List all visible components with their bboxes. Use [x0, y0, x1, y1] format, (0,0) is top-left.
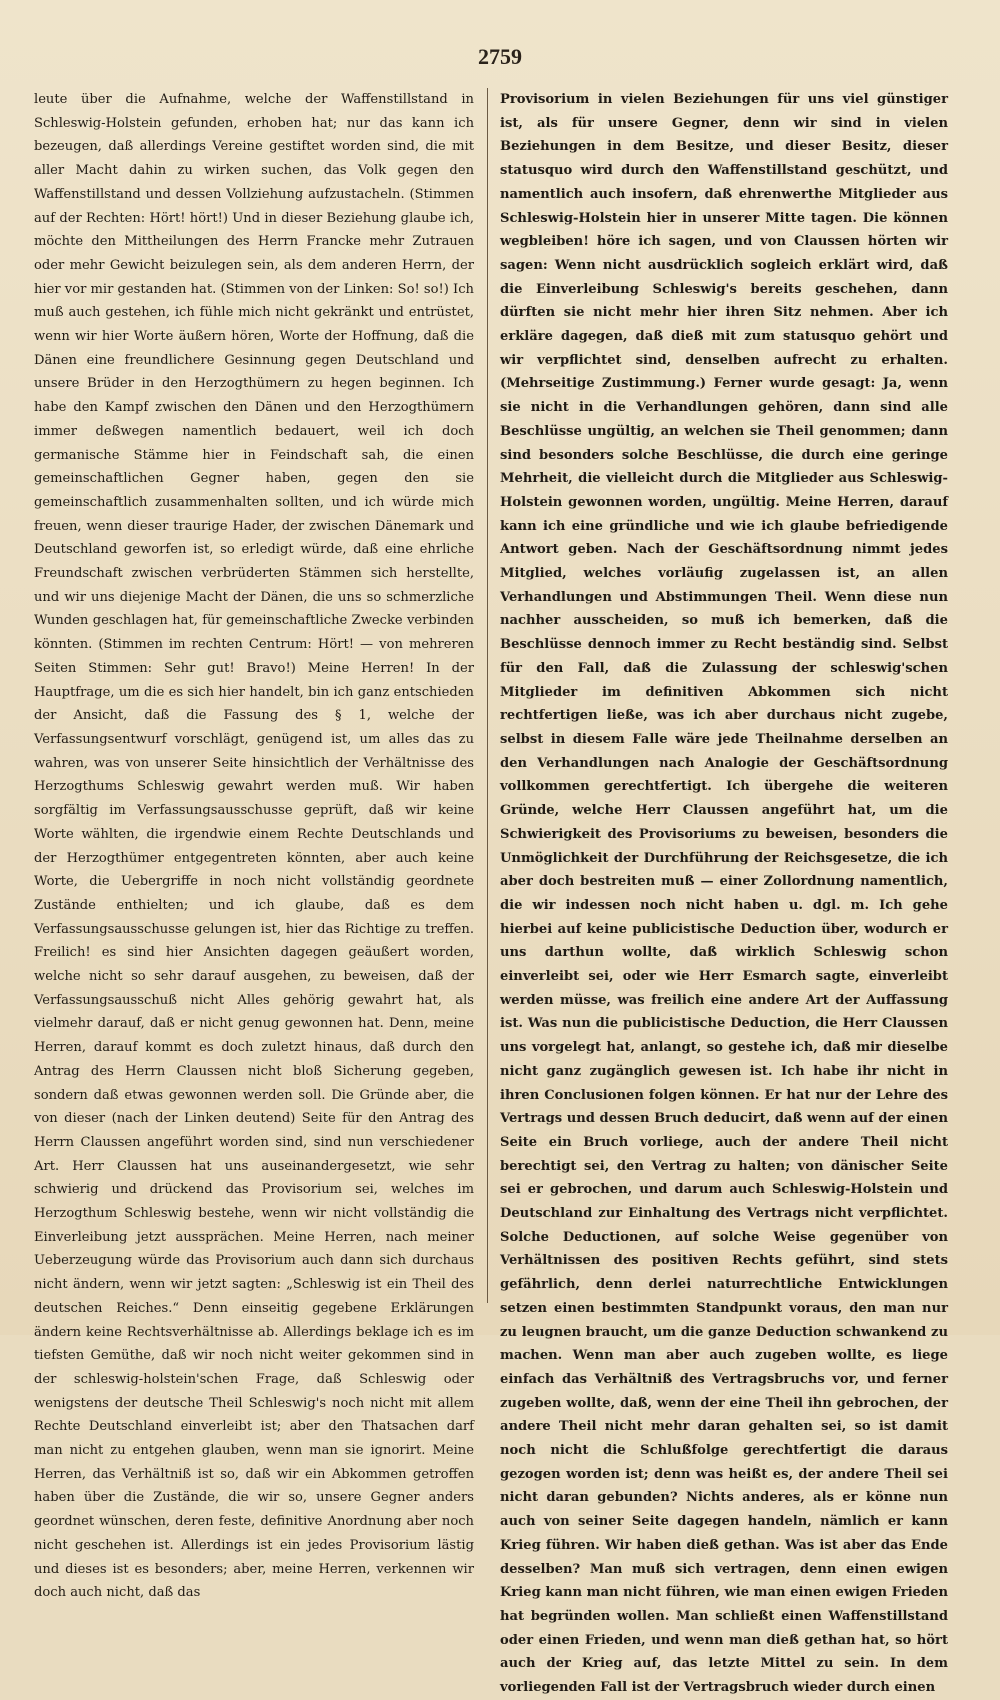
page-number: 2759	[478, 44, 522, 69]
column-divider	[487, 88, 488, 1303]
left-column-text: leute über die Aufnahme, welche der Waffenstillstand in Schleswig-Holstein gefunden, erhoben hat; nur das kann ich bezeugen, daß allerdings Vereine gestiftet worden sind, die mit aller Macht dahin zu wirken suchen, das Volk gegen den Waffenstillstand und dessen Vollziehung aufzustacheln. (Stimmen auf der Rechten: Hört! hört!) Und in dieser Beziehung glaube ich, möchte den Mittheilungen des Herrn Francke mehr Zutrauen oder mehr Gewicht beizulegen sein, als dem anderen Herrn, der hier vor mir gestanden hat. (Stimmen von der Linken: So! so!) Ich muß auch gestehen, ich fühle mich nicht gekränkt und entrüstet, wenn wir hier Worte äußern hören, Worte der Hoffnung, daß die Dänen eine freundlichere Gesinnung gegen Deutschland und unsere Brüder in den Herzogthümern zu hegen beginnen. Ich habe den Kampf zwischen den Dänen und den Herzogthümern immer deßwegen namentlich bedauert, weil ich doch germanische Stämme hier in Feindschaft sah, die einen gemeinschaftlichen Gegner haben, gegen den sie gemeinschaftlich zusammenhalten sollten, und ich würde mich freuen, wenn dieser traurige Hader, der zwischen Dänemark und Deutschland geworfen ist, so erledigt würde, daß eine ehrliche Freundschaft zwischen verbrüderten Stämmen sich herstellte, und wir uns diejenige Macht der Dänen, die uns so schmerzliche Wunden geschlagen hat, für gemeinschaftliche Zwecke verbinden könnten. (Stimmen im rechten Centrum: Hört! — von mehreren Seiten Stimmen: Sehr gut! Bravo!) Meine Herren! In der Hauptfrage, um die es sich hier handelt, bin ich ganz entschieden der Ansicht, daß die Fassung des § 1, welche der Verfassungsentwurf vorschlägt, genügend ist, um alles das zu wahren, was von unserer Seite hinsichtlich der Verhältnisse des Herzogthums Schleswig gewahrt werden muß. Wir haben sorgfältig im Verfassungsausschusse geprüft, daß wir keine Worte wählten, die irgendwie einem Rechte Deutschlands und der Herzogthümer entgegentreten könnten, aber auch keine Worte, die Uebergriffe in noch nicht vollständig geordnete Zustände enthielten; und ich glaube, daß es dem Verfassungsausschusse gelungen ist, hier das Richtige zu treffen. Freilich! es sind hier Ansichten dagegen geäußert worden, welche nicht so sehr darauf ausgehen, zu beweisen, daß der Verfassungsausschuß nicht Alles gehörig gewahrt hat, als vielmehr darauf, daß er nicht genug gewonnen hat. Denn, meine Herren, darauf kommt es doch zuletzt hinaus, daß durch den Antrag des Herrn Claussen nicht bloß Sicherung gegeben, sondern daß etwas gewonnen werden soll. Die Gründe aber, die von dieser (nach der Linken deutend) Seite für den Antrag des Herrn Claussen angeführt worden sind, sind nun verschiedener Art. Herr Claussen hat uns auseinandergesetzt, wie sehr schwierig und drückend das Provisorium sei, welches im Herzogthum Schleswig bestehe, wenn wir nicht vollständig die Einverleibung jetzt aussprächen. Meine Herren, nach meiner Ueberzeugung würde das Provisorium auch dann sich durchaus nicht ändern, wenn wir jetzt sagten: „Schleswig ist ein Theil des deutschen Reiches.“ Denn einseitig gegebene Erklärungen ändern keine Rechtsverhältnisse ab. Allerdings beklage ich es im tiefsten Gemüthe, daß wir noch nicht weiter gekommen sind in der schleswig-holstein'schen Frage, daß Schleswig oder wenigstens der deutsche Theil Schleswig's noch nicht mit allem Rechte Deutschland einverleibt ist; aber den Thatsachen darf man nicht zu entgehen glauben, wenn man sie ignorirt. Meine Herren, das Verhältniß ist so, daß wir ein Abkommen getroffen haben über die Zustände, die wir so, unsere Gegner anders geordnet wünschen, deren feste, definitive Anordnung aber noch nicht geschehen ist. Allerdings ist ein jedes Provisorium lästig und dieses ist es besonders; aber, meine Herren, verkennen wir doch auch nicht, daß das	[34, 92, 474, 1601]
right-column	[500, 88, 948, 1696]
left-column	[34, 88, 474, 1601]
right-column-text: Provisorium in vielen Beziehungen für uns viel günstiger ist, als für unsere Gegner, denn wir sind in vielen Beziehungen in dem Besitze, und dieser Besitz, dieser statusquo wird durch den Waffenstillstand geschützt, und namentlich auch insofern, daß ehrenwerthe Mitglieder aus Schleswig-Holstein hier in unserer Mitte tagen. Die können wegbleiben! höre ich sagen, und von Claussen hörten wir sagen: Wenn nicht ausdrücklich sogleich erklärt wird, daß die Einverleibung Schleswig's bereits geschehen, dann dürften sie nicht mehr hier ihren Sitz nehmen. Aber ich erkläre dagegen, daß dieß mit zum statusquo gehört und wir verpflichtet sind, denselben aufrecht zu erhalten. (Mehrseitige Zustimmung.) Ferner wurde gesagt: Ja, wenn sie nicht in die Verhandlungen gehören, dann sind alle Beschlüsse ungültig, an welchen sie Theil genommen; dann sind besonders solche Beschlüsse, die durch eine geringe Mehrheit, die vielleicht durch die Mitglieder aus Schleswig-Holstein gewonnen worden, ungültig. Meine Herren, darauf kann ich eine gründliche und wie ich glaube befriedigende Antwort geben. Nach der Geschäftsordnung nimmt jedes Mitglied, welches vorläufig zugelassen ist, an allen Verhandlungen und Abstimmungen Theil. Wenn diese nun nachher ausscheiden, so muß ich bemerken, daß die Beschlüsse dennoch immer zu Recht beständig sind. Selbst für den Fall, daß die Zulassung der schleswig'schen Mitglieder im definitiven Abkommen sich nicht rechtfertigen ließe, was ich aber durchaus nicht zugebe, selbst in diesem Falle wäre jede Theilnahme derselben an den Verhandlungen nach Analogie der Geschäftsordnung vollkommen gerechtfertigt. Ich übergehe die weiteren Gründe, welche Herr Claussen angeführt hat, um die Schwierigkeit des Provisoriums zu beweisen, besonders die Unmöglichkeit der Durchführung der Reichsgesetze, die ich aber doch bestreiten muß — einer Zollordnung namentlich, die wir indessen noch nicht haben u. dgl. m. Ich gehe hierbei auf keine publicistische Deduction über, wodurch er uns darthun wollte, daß wirklich Schleswig schon einverleibt sei, oder wie Herr Esmarch sagte, einverleibt werden müsse, was freilich eine andere Art der Auffassung ist. Was nun die publicistische Deduction, die Herr Claussen uns vorgelegt hat, anlangt, so gestehe ich, daß mir dieselbe nicht ganz zugänglich gewesen ist. Ich habe ihr nicht in ihren Conclusionen folgen können. Er hat nur der Lehre des Vertrags und dessen Bruch deducirt, daß wenn auf der einen Seite ein Bruch vorliege, auch der andere Theil nicht berechtigt sei, den Vertrag zu halten; von dänischer Seite sei er gebrochen, und darum auch Schleswig-Holstein und Deutschland zur Einhaltung des Vertrags nicht verpflichtet. Solche Deductionen, auf solche Weise gegenüber von Verhältnissen des positiven Rechts geführt, sind stets gefährlich, denn derlei naturrechtliche Entwicklungen setzen einen bestimmten Standpunkt voraus, den man nur zu leugnen braucht, um die ganze Deduction schwankend zu machen. Wenn man aber auch zugeben wollte, es liege einfach das Verhältniß des Vertragsbruchs vor, und ferner zugeben wollte, daß, wenn der eine Theil ihn gebrochen, der andere Theil nicht mehr daran gehalten sei, so ist damit noch nicht die Schlußfolge gerechtfertigt die daraus gezogen worden ist; denn was heißt es, der andere Theil sei nicht daran gebunden? Nichts anderes, als er könne nun auch von seiner Seite dagegen handeln, nämlich er kann Krieg führen. Wir haben dieß gethan. Was ist aber das Ende desselben? Man muß sich vertragen, denn einen ewigen Krieg kann man nicht führen, wie man einen ewigen Frieden hat begründen wollen. Man schließt einen Waffenstillstand oder einen Frieden, und wenn man dieß gethan hat, so hört auch der Krieg auf, das letzte Mittel zu sein. In dem vorliegenden Fall ist der Vertragsbruch wieder durch einen	[500, 92, 948, 1696]
